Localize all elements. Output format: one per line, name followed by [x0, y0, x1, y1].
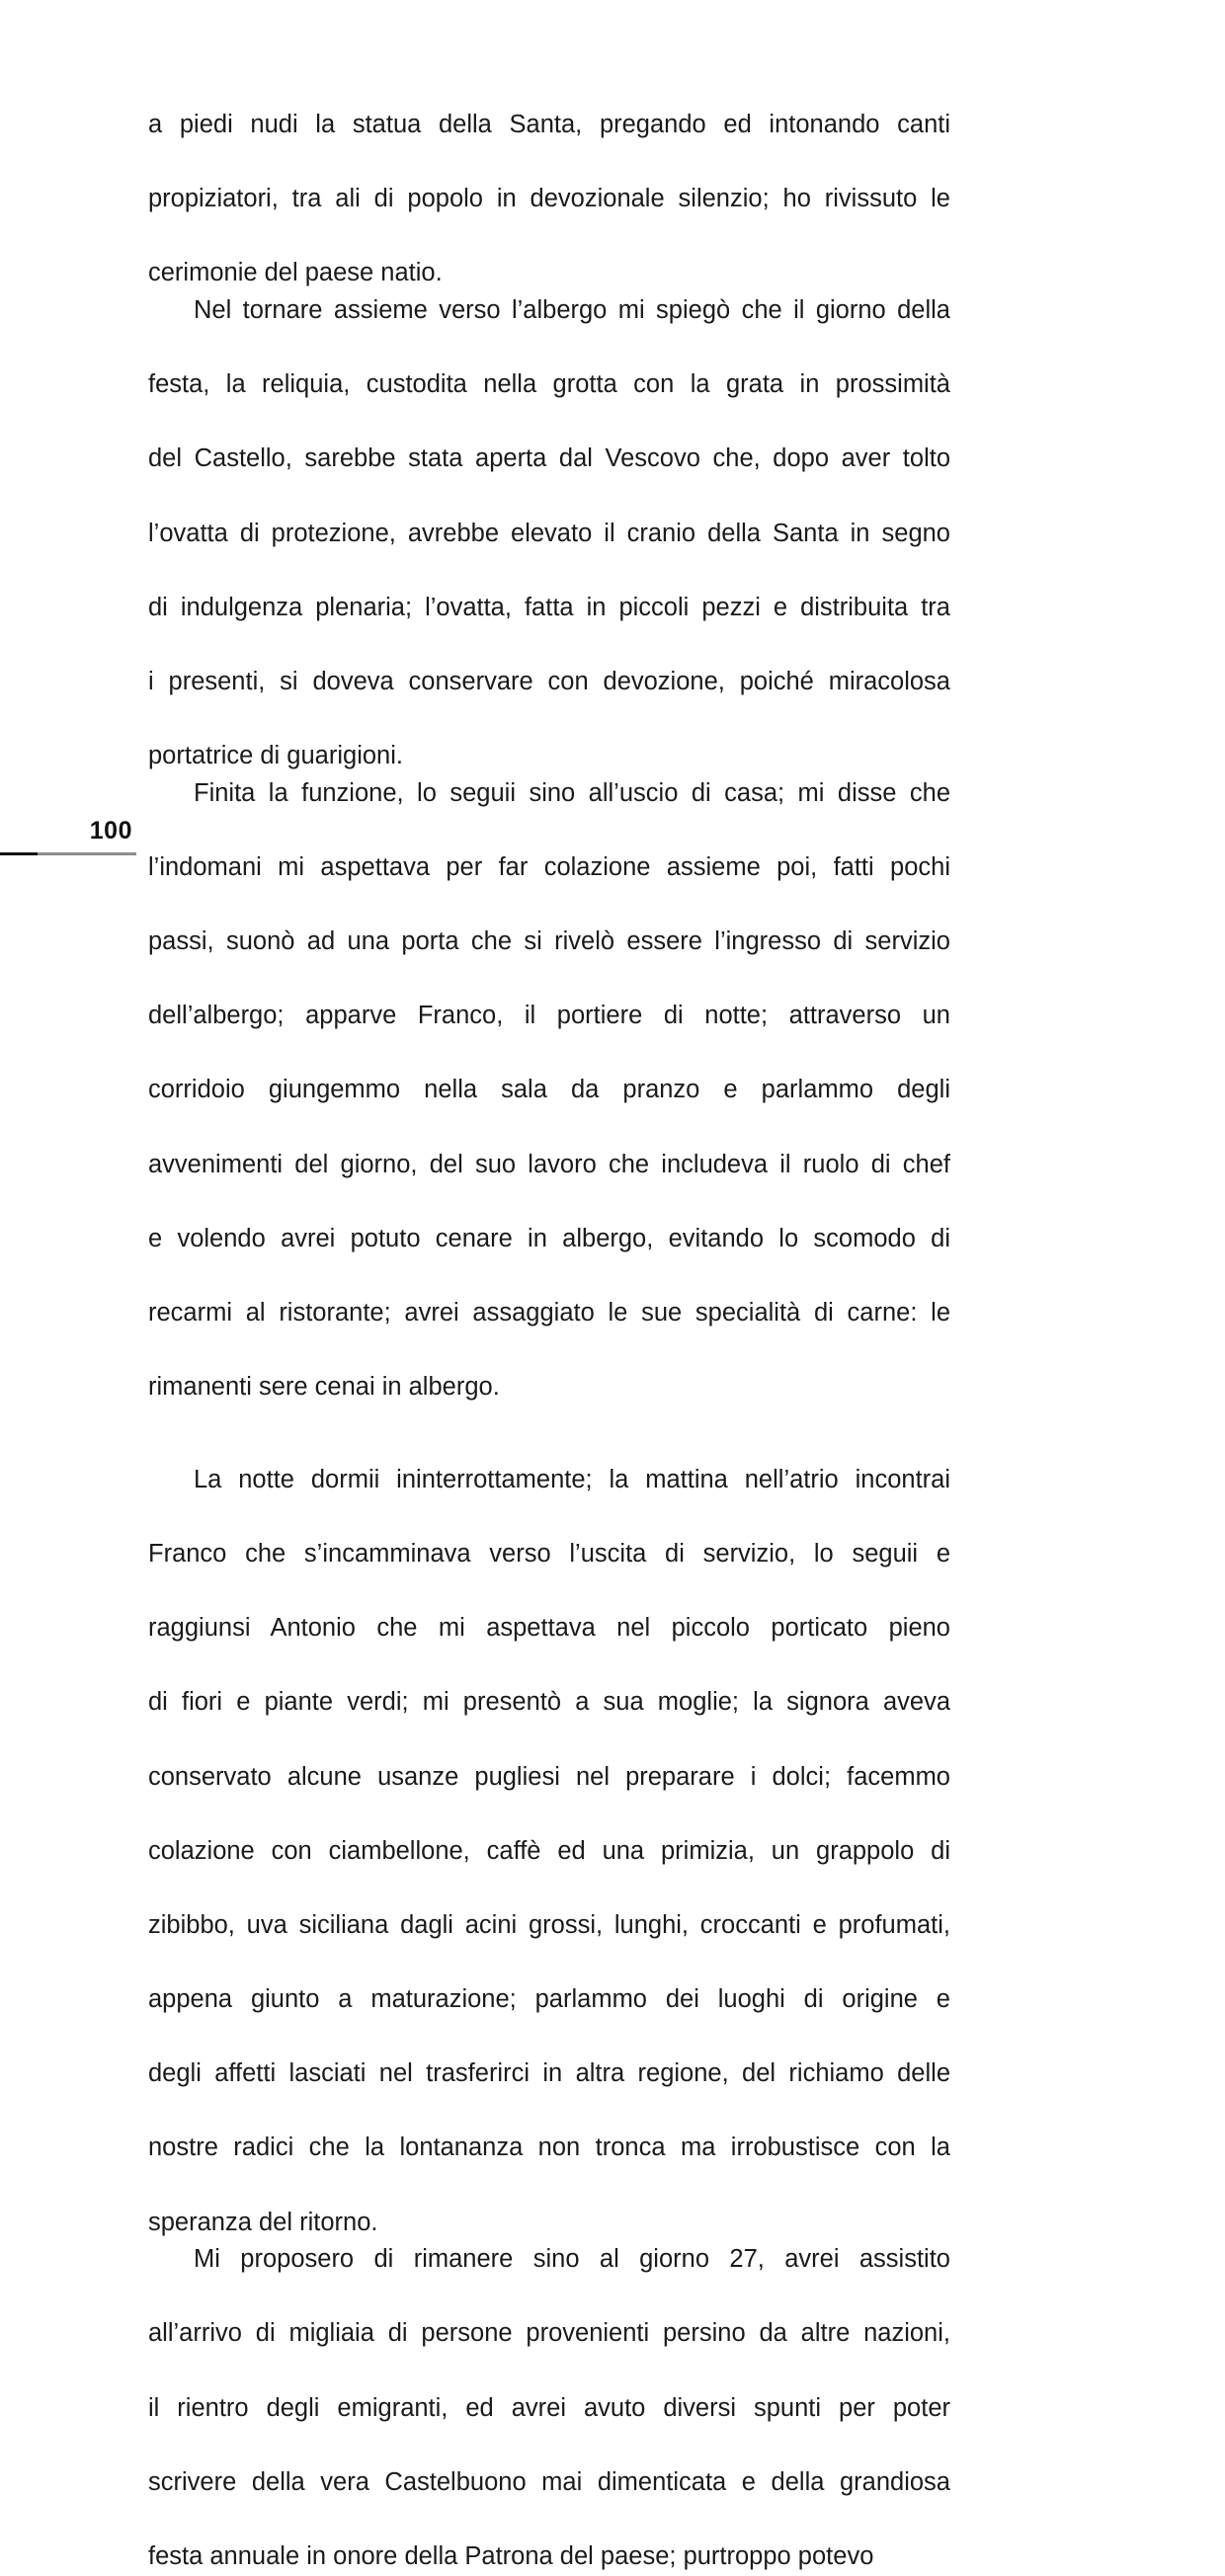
text-line: nostre radici che la lontananza non tronca ma irrobustisce con la	[148, 2133, 950, 2162]
text-line: a piedi nudi la statua della Santa, pregando ed intonando canti	[148, 111, 950, 138]
text-line: appena giunto a maturazione; parlammo dei luoghi di origine e	[148, 1985, 950, 2014]
text-line: conservato alcune usanze pugliesi nel preparare i dolci; facemmo	[148, 1762, 950, 1791]
text-line: Finita la funzione, lo seguii sino all’uscio di casa; mi disse che	[194, 778, 950, 807]
text-line: zibibbo, uva siciliana dagli acini grossi, lunghi, croccanti e profumati,	[148, 1910, 950, 1939]
text-line: recarmi al ristorante; avrei assaggiato le sue specialità di carne: le	[148, 1299, 950, 1327]
text-line: passi, suonò ad una porta che si rivelò essere l’ingresso di servizio	[148, 927, 950, 956]
text-line: raggiunsi Antonio che mi aspettava nel piccolo porticato pieno	[148, 1614, 950, 1643]
text-block-2	[148, 1462, 950, 2576]
text-line: Nel tornare assieme verso l’albergo mi spiegò che il giorno della	[194, 295, 950, 324]
text-line: festa, la reliquia, custodita nella grotta con la grata in prossimità	[148, 370, 950, 399]
text-block-1	[148, 107, 950, 1407]
text-line: il rientro degli emigranti, ed avrei avuto diversi spunti per poter	[148, 2393, 950, 2422]
section-gap	[148, 1407, 950, 1462]
text-line: e volendo avrei potuto cenare in albergo, evitando lo scomodo di	[148, 1224, 950, 1252]
paragraph	[148, 292, 950, 775]
folio-rule-light-segment	[38, 852, 136, 855]
text-line: speranza del ritorno.	[148, 2208, 378, 2236]
text-line: i presenti, si doveva conservare con devozione, poiché miracolosa	[148, 667, 950, 695]
folio-block	[0, 816, 136, 855]
text-line: dell’albergo; apparve Franco, il portiere di notte; attraverso un	[148, 1002, 950, 1030]
text-line: portatrice di guarigioni.	[148, 742, 403, 770]
text-line: colazione con ciambellone, caffè ed una primizia, un grappolo di	[148, 1836, 950, 1865]
text-line: all’arrivo di migliaia di persone provenienti persino da altre nazioni,	[148, 2319, 950, 2348]
text-line: avvenimenti del giorno, del suo lavoro che includeva il ruolo di chef	[148, 1150, 950, 1178]
page-number: 100	[89, 817, 132, 845]
text-line: di fiori e piante verdi; mi presentò a sua moglie; la signora aveva	[148, 1688, 950, 1717]
paragraph	[148, 775, 950, 1407]
text-line: degli affetti lasciati nel trasferirci in altra regione, del richiamo delle	[148, 2059, 950, 2088]
text-line: di indulgenza plenaria; l’ovatta, fatta in piccoli pezzi e distribuita tra	[148, 593, 950, 621]
text-line: l’ovatta di protezione, avrebbe elevato il cranio della Santa in segno	[148, 519, 950, 547]
paragraph	[148, 1462, 950, 2241]
paragraph	[148, 107, 950, 292]
text-line: cerimonie del paese natio.	[148, 259, 443, 287]
text-line: del Castello, sarebbe stata aperta dal Vescovo che, dopo aver tolto	[148, 444, 950, 473]
text-line: Mi proposero di rimanere sino al giorno 27, avrei assistito	[194, 2245, 950, 2274]
folio-rule-dark-segment	[0, 852, 38, 855]
text-line: rimanenti sere cenai in albergo.	[148, 1373, 500, 1402]
text-line: La notte dormii ininterrottamente; la mattina nell’atrio incontrai	[194, 1465, 950, 1493]
text-line: propiziatori, tra ali di popolo in devozionale silenzio; ho rivissuto le	[148, 185, 950, 213]
text-line: festa annuale in onore della Patrona del paese; purtroppo potevo	[148, 2542, 874, 2570]
paragraph	[148, 2241, 950, 2575]
text-line: scrivere della vera Castelbuono mai dimenticata e della grandiosa	[148, 2467, 950, 2496]
folio-rule	[0, 852, 136, 855]
text-line: corridoio giungemmo nella sala da pranzo e parlammo degli	[148, 1076, 950, 1104]
text-line: Franco che s’incamminava verso l’uscita di servizio, lo seguii e	[148, 1539, 950, 1568]
body-text-column	[148, 107, 950, 2576]
text-line: l’indomani mi aspettava per far colazione assieme poi, fatti pochi	[148, 852, 950, 881]
